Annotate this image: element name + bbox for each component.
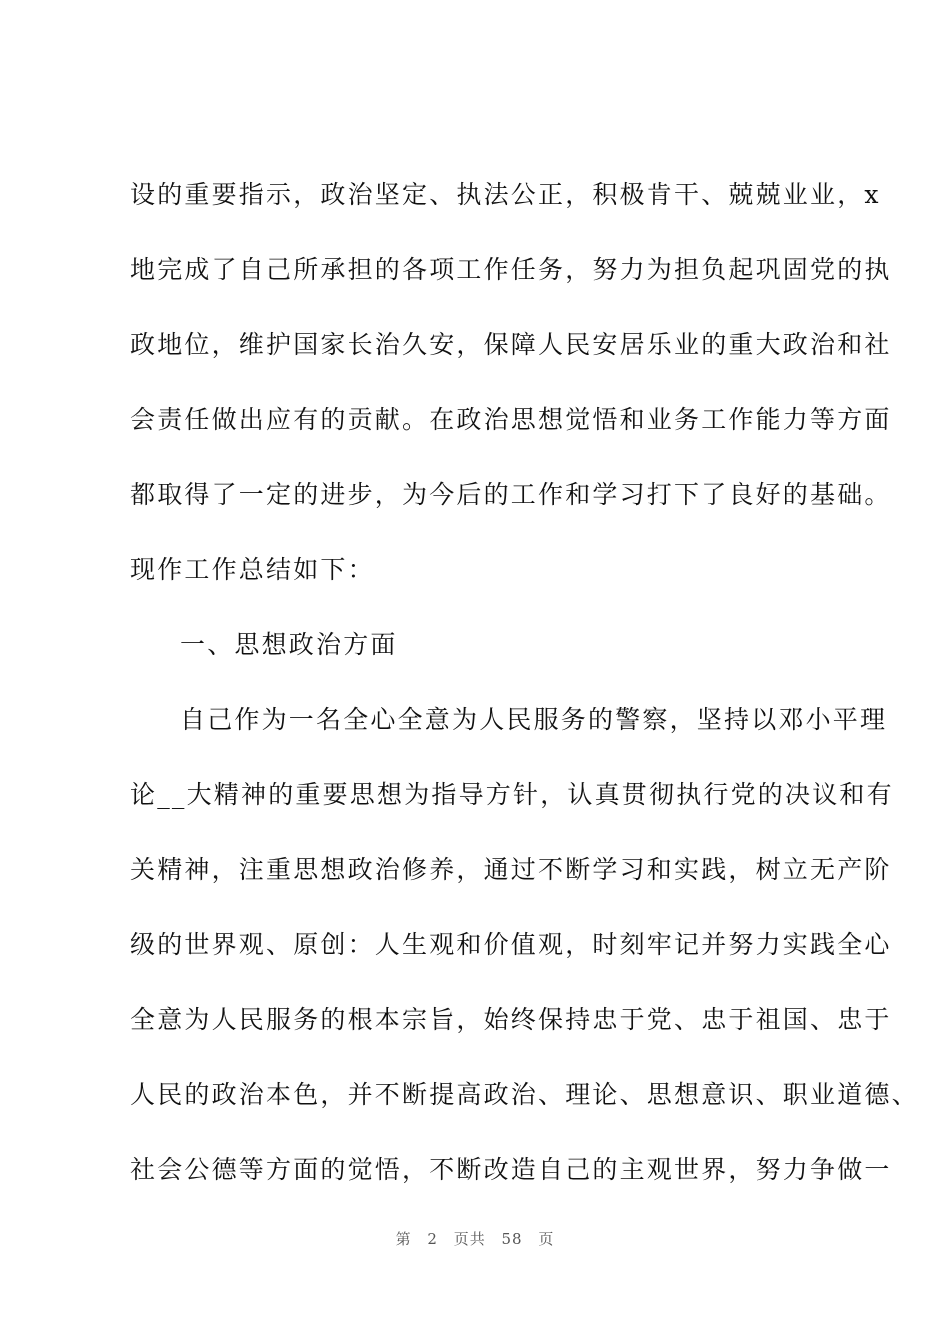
text-line: 设的重要指示，政治坚定、执法公正，积极肯干、兢兢业业，x xyxy=(130,180,881,209)
text-line: 论__大精神的重要思想为指导方针，认真贯彻执行党的决议和有 xyxy=(130,780,894,809)
text-line: 都取得了一定的进步，为今后的工作和学习打下了良好的基础。 xyxy=(130,480,892,509)
text-line: 人民的政治本色，并不断提高政治、理论、思想意识、职业道德、 xyxy=(130,1080,919,1109)
text-line: 社会公德等方面的觉悟，不断改造自己的主观世界，努力争做一 xyxy=(130,1155,892,1184)
text-line: 级的世界观、原创：人生观和价值观，时刻牢记并努力实践全心 xyxy=(130,930,892,959)
text-line: 关精神，注重思想政治修养，通过不断学习和实践，树立无产阶 xyxy=(130,855,892,884)
text-line: 政地位，维护国家长治久安，保障人民安居乐业的重大政治和社 xyxy=(130,330,892,359)
text-line: 现作工作总结如下： xyxy=(130,555,375,584)
section-heading: 一、思想政治方面 xyxy=(180,630,398,659)
text-line: 全意为人民服务的根本宗旨，始终保持忠于党、忠于祖国、忠于 xyxy=(130,1005,892,1034)
text-line: 会责任做出应有的贡献。在政治思想觉悟和业务工作能力等方面 xyxy=(130,405,892,434)
page-number-footer: 第 2 页共 58 页 xyxy=(395,1230,555,1248)
text-line: 自己作为一名全心全意为人民服务的警察，坚持以邓小平理 xyxy=(180,705,888,734)
text-line: 地完成了自己所承担的各项工作任务，努力为担负起巩固党的执 xyxy=(130,255,892,284)
